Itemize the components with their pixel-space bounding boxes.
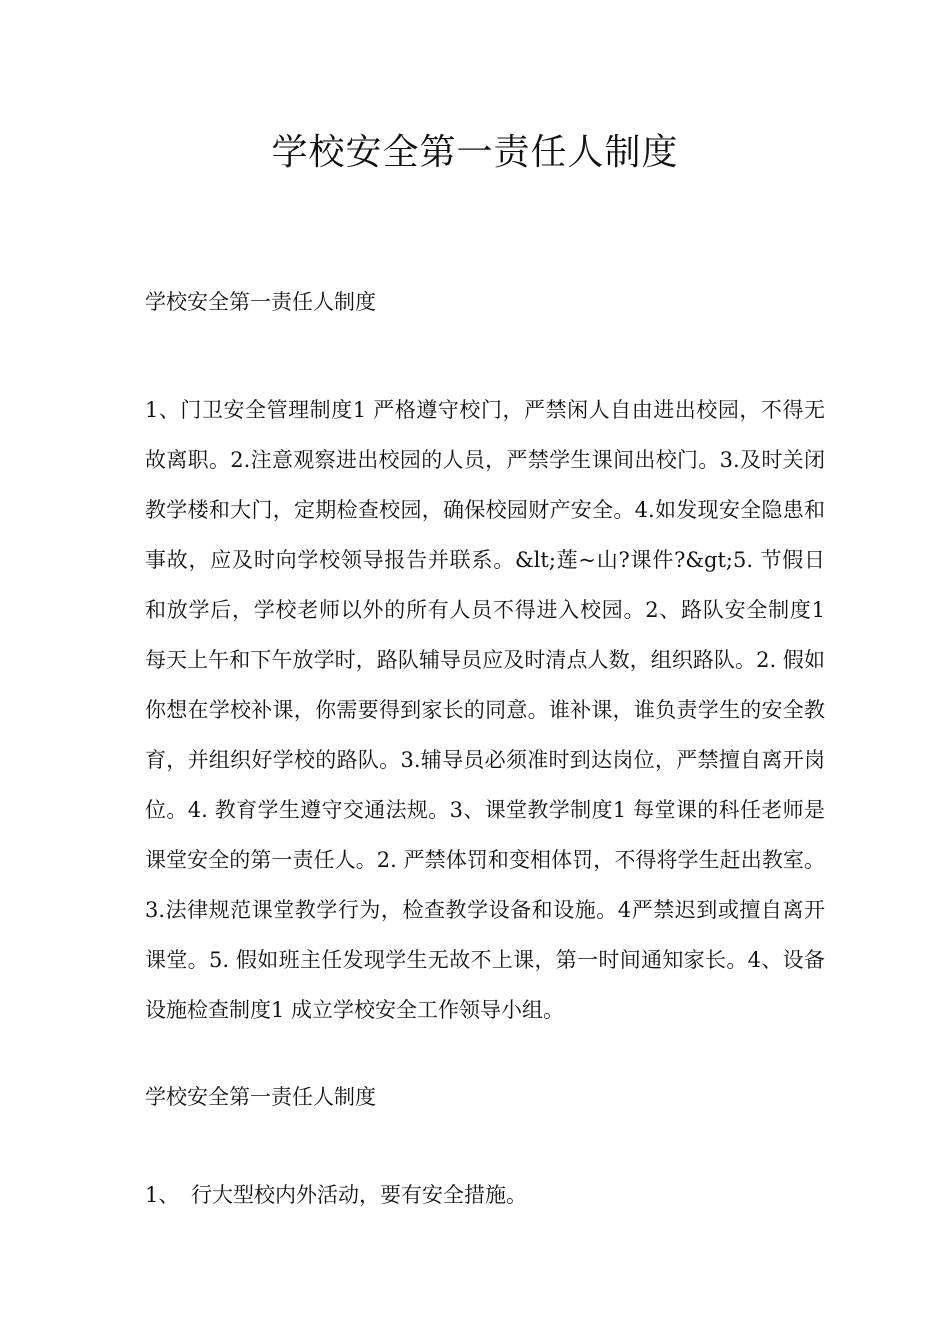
document-title: 学校安全第一责任人制度 bbox=[271, 132, 679, 173]
body-paragraph: 1、门卫安全管理制度1 严格遵守校门，严禁闲人自由进出校园，不得无故离职。2.注意观察进出校园的人员，严禁学生课间出校门。3.及时关闭教学楼和大门，定期检查校园，确保校园财产安全。4.如发现安全隐患和事故，应及时向学校领导报告并联系。&lt;莲~山?课件?&gt;5. 节假日和放学后，学校老师以外的所有人员不得进入校园。2、路队安全制度1 每天上午和下午放学时，路队辅导员应及时清点人数，组织路队。2. 假如你想在学校补课，你需要得到家长的同意。谁补课，谁负责学生的安全教育，并组织好学校的路队。3.辅导员必须准时到达岗位，严禁擅自离开岗位。4. 教育学生遵守交通法规。3、课堂教学制度1 每堂课的科任老师是课堂安全的第一责任人。2. 严禁体罚和变相体罚，不得将学生赶出教室。3.法律规范课堂教学行为，检查教学设备和设施。4严禁迟到或擅自离开课堂。5. 假如班主任发现学生无故不上课，第一时间通知家长。4、设备设施检查制度1 成立学校安全工作领导小组。 bbox=[145, 398, 825, 1022]
final-paragraph-text: 行大型校内外活动，要有安全措施。 bbox=[191, 1183, 527, 1207]
section-subtitle-repeat: 学校安全第一责任人制度 bbox=[145, 1085, 376, 1109]
list-number: 1、 bbox=[145, 1183, 180, 1207]
final-paragraph bbox=[145, 1180, 825, 1210]
section-subtitle: 学校安全第一责任人制度 bbox=[145, 290, 376, 314]
